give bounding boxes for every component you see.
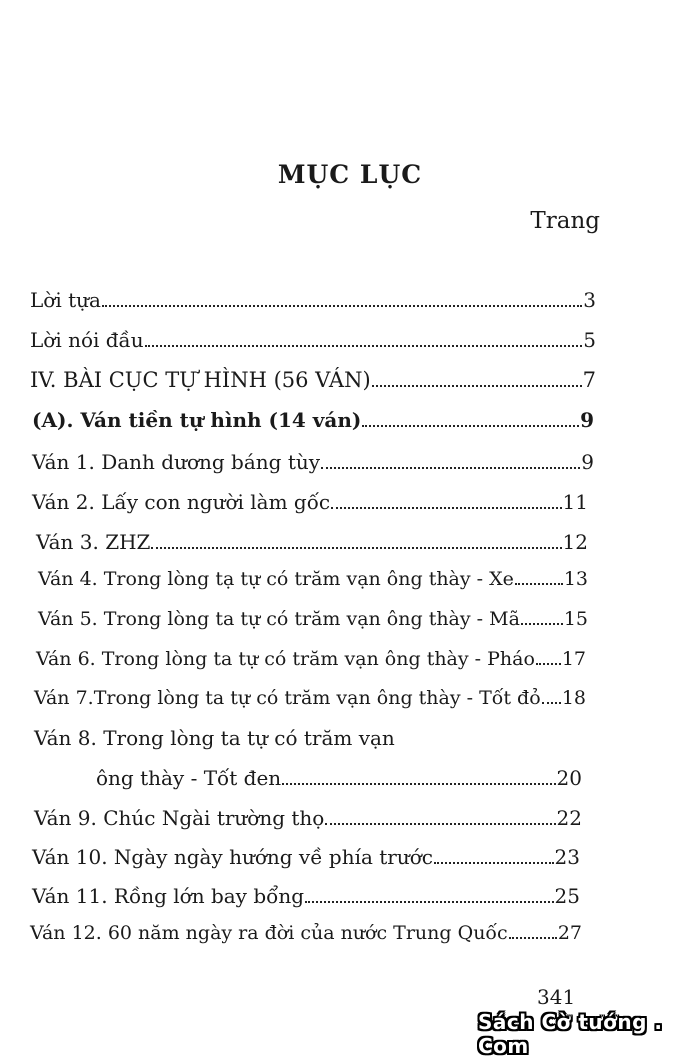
toc-entry-continuation [96, 766, 582, 790]
toc-entry-page: 11 [562, 490, 588, 514]
toc-entry-page: 22 [556, 806, 582, 830]
toc-entry [36, 648, 586, 670]
dot-leader [542, 689, 561, 704]
toc-entry-section-a [32, 408, 594, 432]
dot-leader [434, 848, 554, 864]
toc-entry-page: 27 [557, 922, 582, 944]
page-title: MỤC LỤC [277, 160, 423, 189]
toc-entry [32, 845, 580, 869]
toc-entry-page: 17 [561, 648, 586, 670]
toc-entry-page: 15 [563, 608, 588, 630]
toc-entry [32, 450, 594, 474]
dot-leader [372, 370, 582, 387]
toc-entry-label: Ván 7.Trong lòng ta tự có trăm vạn ông thày - Tốt đỏ [34, 687, 541, 709]
toc-entry-label: Ván 10. Ngày ngày hướng về phía trước [32, 845, 433, 869]
page-number: 341 [537, 985, 576, 1009]
dot-leader [282, 769, 555, 785]
toc-entry [36, 530, 588, 554]
toc-entry-label: Ván 2. Lấy con người làm gốc [32, 490, 331, 514]
toc-entry-label: Lời nói đầu [30, 328, 144, 352]
toc-entry-section-iv [30, 368, 596, 392]
toc-entry-label: Ván 6. Trong lòng ta tự có trăm vạn ông thày - Pháo [36, 648, 535, 670]
toc-entry-label: Ván 11. Rồng lớn bay bổng [32, 884, 305, 908]
toc-entry-page: 23 [554, 845, 580, 869]
toc-entry-label: Lời tựa [30, 288, 101, 312]
toc-entry-label: Ván 8. Trong lòng ta tự có trăm vạn [34, 726, 395, 750]
toc-entry [32, 884, 580, 908]
dot-leader [325, 809, 555, 825]
toc-entry-label: Ván 12. 60 năm ngày ra đời của nước Trung Quốc [30, 922, 508, 944]
toc-entry-page: 13 [563, 568, 588, 590]
toc-entry-label: Ván 5. Trong lòng ta tự có trăm vạn ông thày - Mã [38, 608, 520, 630]
dot-leader [331, 493, 561, 509]
toc-entry [38, 608, 588, 630]
toc-entry-label: Ván 3. ZHZ [36, 530, 151, 554]
toc-entry-page: 20 [556, 766, 582, 790]
page-column-header: Trang [530, 208, 600, 234]
toc-entry-page: 12 [562, 530, 588, 554]
dot-leader [362, 411, 579, 427]
toc-entry-label: Ván 4. Trong lòng tạ tự có trăm vạn ông thày - Xe [38, 568, 514, 590]
toc-entry-page: 7 [582, 368, 596, 392]
toc-entry-label: Ván 1. Danh dương báng tùy [32, 450, 321, 474]
dot-leader [145, 331, 583, 347]
toc-entry [30, 922, 582, 944]
toc-entry-label: ông thày - Tốt đen [96, 766, 282, 790]
toc-entry [32, 490, 588, 514]
dot-leader [536, 650, 561, 665]
dot-leader [509, 924, 557, 939]
dot-leader [321, 453, 580, 469]
toc-entry-label: (A). Ván tiền tự hình (14 ván) [32, 408, 362, 432]
toc-entry-loi-noi-dau [30, 328, 596, 352]
dot-leader [151, 533, 561, 549]
toc-entry-label-first-line [34, 726, 395, 750]
toc-entry-page: 3 [583, 288, 596, 312]
toc-entry-page: 9 [581, 450, 594, 474]
toc-entry-page: 25 [554, 884, 580, 908]
toc-entry-label: IV. BÀI CỤC TỰ HÌNH (56 VÁN) [30, 368, 371, 392]
toc-entry-page: 18 [561, 687, 586, 709]
dot-leader [521, 610, 563, 625]
toc-entry-page: 5 [583, 328, 596, 352]
dot-leader [305, 887, 553, 903]
toc-entry [38, 568, 588, 590]
toc-entry-page: 9 [580, 408, 594, 432]
watermark-logo: Sách Cờ tướng . Com [478, 1010, 663, 1058]
toc-entry-loi-tua [30, 288, 596, 312]
dot-leader [515, 570, 563, 585]
toc-entry-label: Ván 9. Chúc Ngài trường thọ [34, 806, 325, 830]
toc-entry [34, 687, 586, 709]
toc-entry [34, 806, 582, 830]
dot-leader [102, 291, 582, 307]
